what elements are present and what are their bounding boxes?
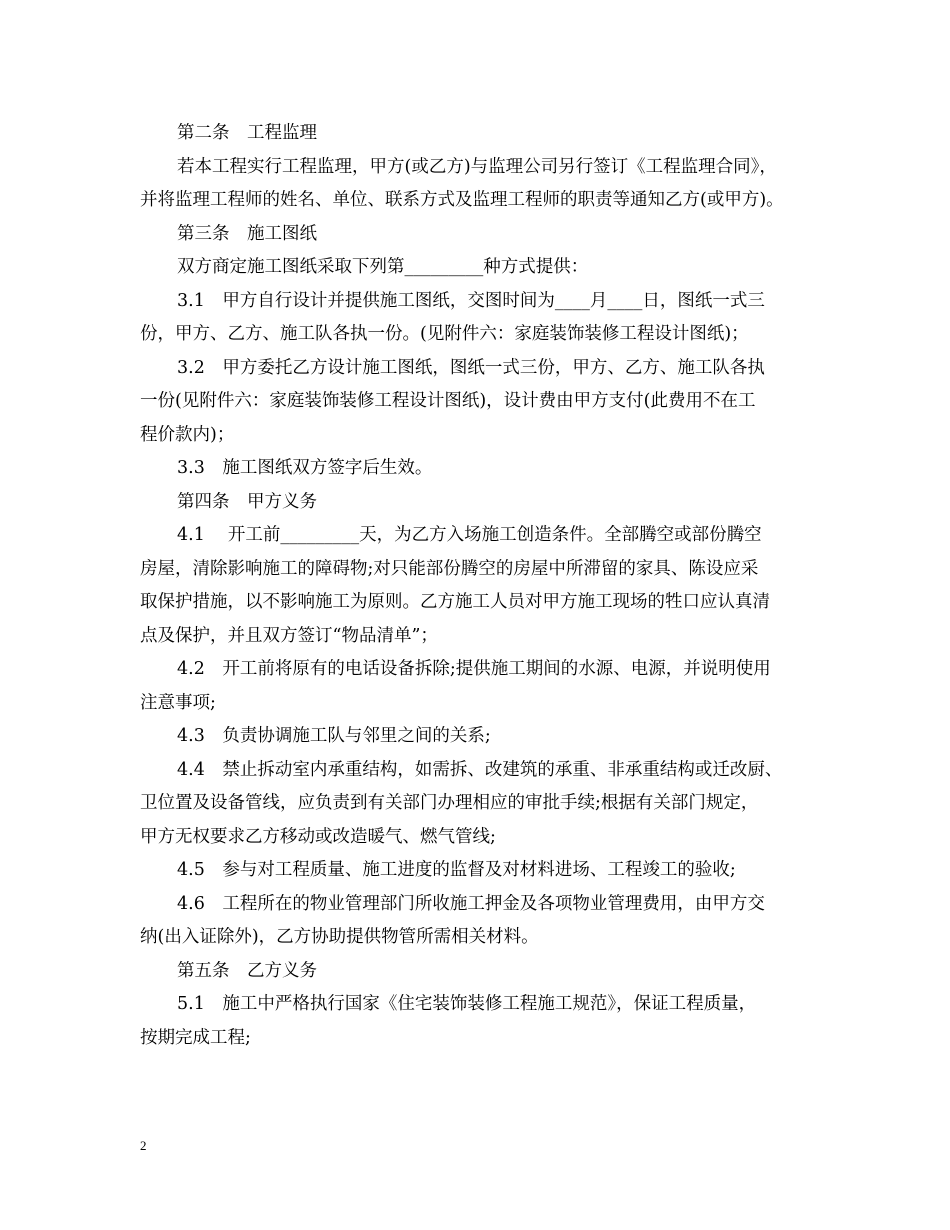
text-line: 第五条 乙方义务	[177, 960, 317, 981]
text-line: 第四条 甲方义务	[177, 491, 317, 512]
text-line: 4.1 开工前_________天，为乙方入场施工创造条件。全部腾空或部份腾空	[177, 525, 762, 545]
clause-4-1	[140, 519, 820, 653]
text-line: 取保护措施，以不影响施工为原则。乙方施工人员对甲方施工现场的牲口应认真清	[140, 592, 770, 612]
text-line: 份，甲方、乙方、施工队各执一份。(见附件六：家庭装饰装修工程设计图纸)；	[140, 324, 749, 344]
clause-4-4	[140, 754, 820, 855]
text-line: 程价款内)；	[140, 424, 235, 445]
text-line: 4.4 禁止拆动室内承重结构，如需拆、改建筑的承重、非承重结构或迁改厨、	[177, 759, 783, 780]
text-line: 第二条 工程监理	[177, 123, 317, 143]
clause-4-6	[140, 888, 820, 955]
heading-article-5	[140, 955, 820, 989]
heading-article-2	[140, 117, 820, 151]
text-line: 一份(见附件六：家庭装饰装修工程设计图纸)，设计费由甲方支付(此费用不在工	[140, 391, 756, 411]
text-line: 5.1 施工中严格执行国家《住宅装饰装修工程施工规范》，保证工程质量，	[177, 994, 757, 1014]
text-line: 卫位置及设备管线，应负责到有关部门办理相应的审批手续;根据有关部门规定，	[140, 793, 759, 813]
text-line: 纳(出入证除外)，乙方协助提供物管所需相关材料。	[140, 927, 539, 947]
clause-4-5	[140, 854, 820, 888]
para-article-3-intro	[140, 251, 820, 285]
clause-5-1	[140, 988, 820, 1055]
text-line: 甲方无权要求乙方移动或改造暖气、燃气管线;	[140, 826, 496, 847]
clause-3-3	[140, 452, 820, 486]
clause-3-1	[140, 285, 820, 352]
text-line: 若本工程实行工程监理，甲方(或乙方)与监理公司另行签订《工程监理合同》，	[177, 156, 777, 177]
text-line: 双方商定施工图纸采取下列第_________种方式提供：	[177, 257, 589, 277]
text-line: 按期完成工程;	[140, 1027, 251, 1048]
document-body	[140, 117, 820, 1055]
text-line: 第三条 施工图纸	[177, 223, 317, 244]
text-line: 4.2 开工前将原有的电话设备拆除;提供施工期间的水源、电源，并说明使用	[177, 659, 771, 679]
para-article-2	[140, 151, 820, 218]
clause-4-2	[140, 653, 820, 720]
heading-article-4	[140, 486, 820, 520]
text-line: 点及保护，并且双方签订“物品清单”；	[140, 625, 438, 646]
heading-article-3	[140, 218, 820, 252]
text-line: 房屋，清除影响施工的障碍物;对只能部份腾空的房屋中所滞留的家具、陈设应采	[140, 558, 759, 579]
text-line: 3.1 甲方自行设计并提供施工图纸，交图时间为____月____日，图纸一式三	[177, 290, 765, 311]
text-line: 并将监理工程师的姓名、单位、联系方式及监理工程师的职责等通知乙方(或甲方)。	[140, 190, 784, 210]
text-line: 4.5 参与对工程质量、施工进度的监督及对材料进场、工程竣工的验收;	[177, 860, 736, 880]
text-line: 3.2 甲方委托乙方设计施工图纸，图纸一式三份，甲方、乙方、施工队各执	[177, 357, 765, 378]
text-line: 3.3 施工图纸双方签字后生效。	[177, 458, 433, 478]
text-line: 注意事项;	[140, 692, 216, 713]
clause-4-3	[140, 720, 820, 754]
clause-3-2	[140, 352, 820, 453]
page-number: 2	[140, 1138, 147, 1153]
text-line: 4.6 工程所在的物业管理部门所收施工押金及各项物业管理费用，由甲方交	[177, 893, 765, 914]
text-line: 4.3 负责协调施工队与邻里之间的关系;	[177, 726, 491, 746]
